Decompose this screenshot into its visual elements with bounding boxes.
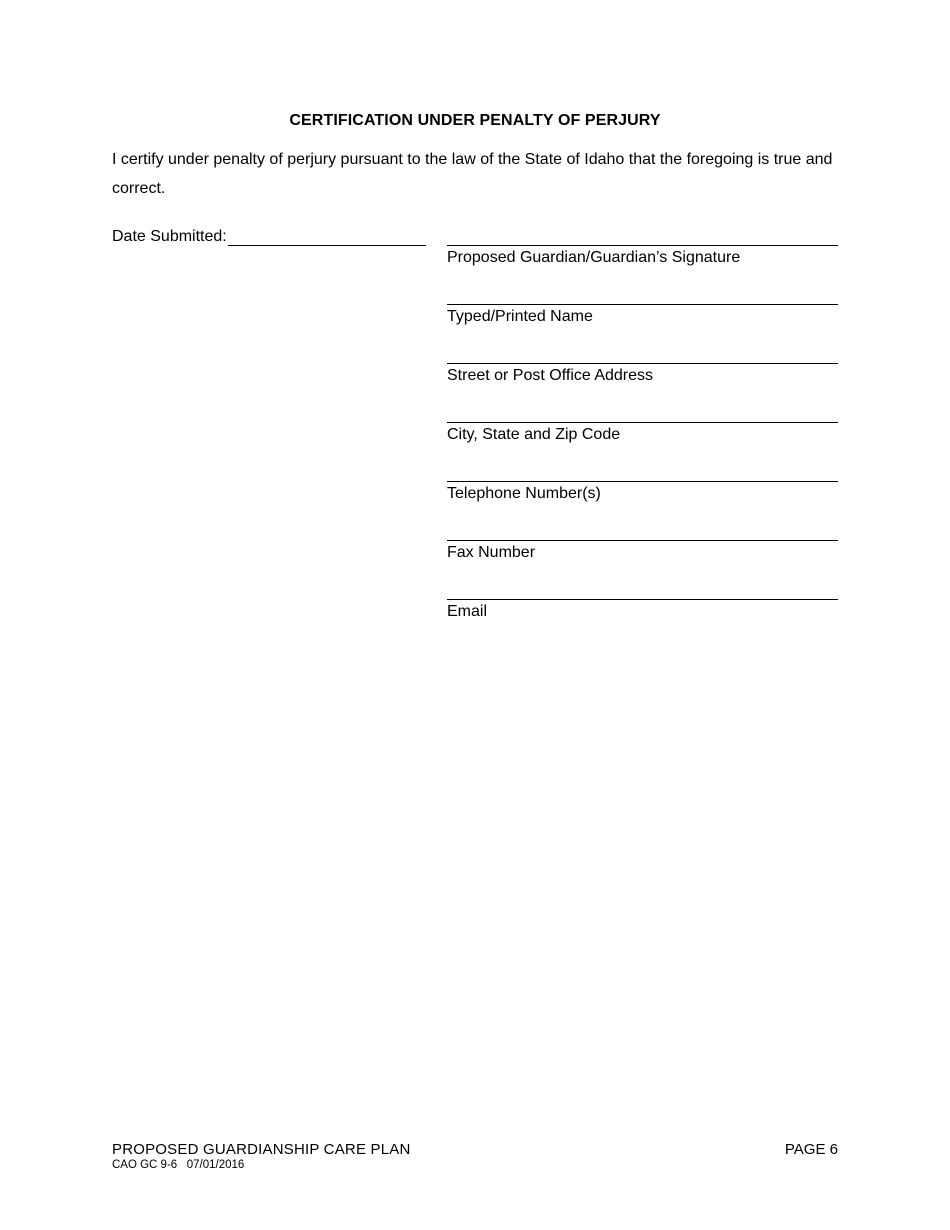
certification-statement: I certify under penalty of perjury pursuant to the law of the State of Idaho that the foregoing is true and correct. bbox=[112, 151, 833, 197]
address-label: Street or Post Office Address bbox=[447, 367, 654, 384]
fax-line[interactable] bbox=[447, 540, 838, 541]
printed-name-field-block bbox=[447, 304, 838, 327]
email-line[interactable] bbox=[447, 599, 838, 600]
fax-label: Fax Number bbox=[447, 544, 536, 561]
email-label: Email bbox=[447, 603, 488, 620]
page-title: CERTIFICATION UNDER PENALTY OF PERJURY bbox=[289, 112, 661, 129]
footer-form-title: PROPOSED GUARDIANSHIP CARE PLAN bbox=[112, 1141, 411, 1158]
telephone-field-block bbox=[447, 481, 838, 504]
telephone-label: Telephone Number(s) bbox=[447, 485, 601, 502]
telephone-line[interactable] bbox=[447, 481, 838, 482]
signature-field-block bbox=[447, 245, 838, 268]
signature-label: Proposed Guardian/Guardian’s Signature bbox=[447, 249, 741, 266]
email-field-block bbox=[447, 599, 838, 622]
signature-line[interactable] bbox=[447, 245, 838, 246]
footer-form-code: CAO GC 9-6 07/01/2016 bbox=[112, 1159, 245, 1171]
date-submitted-field[interactable] bbox=[228, 228, 426, 246]
printed-name-line[interactable] bbox=[447, 304, 838, 305]
date-submitted-label: Date Submitted: bbox=[112, 228, 227, 245]
printed-name-label: Typed/Printed Name bbox=[447, 308, 593, 325]
page-number: PAGE 6 bbox=[784, 1141, 838, 1158]
address-line[interactable] bbox=[447, 363, 838, 364]
footer-left bbox=[112, 1141, 411, 1171]
city-state-zip-line[interactable] bbox=[447, 422, 838, 423]
fax-field-block bbox=[447, 540, 838, 563]
city-state-zip-label: City, State and Zip Code bbox=[447, 426, 621, 443]
address-field-block bbox=[447, 363, 838, 386]
date-submitted-row bbox=[112, 228, 426, 246]
city-state-zip-field-block bbox=[447, 422, 838, 445]
